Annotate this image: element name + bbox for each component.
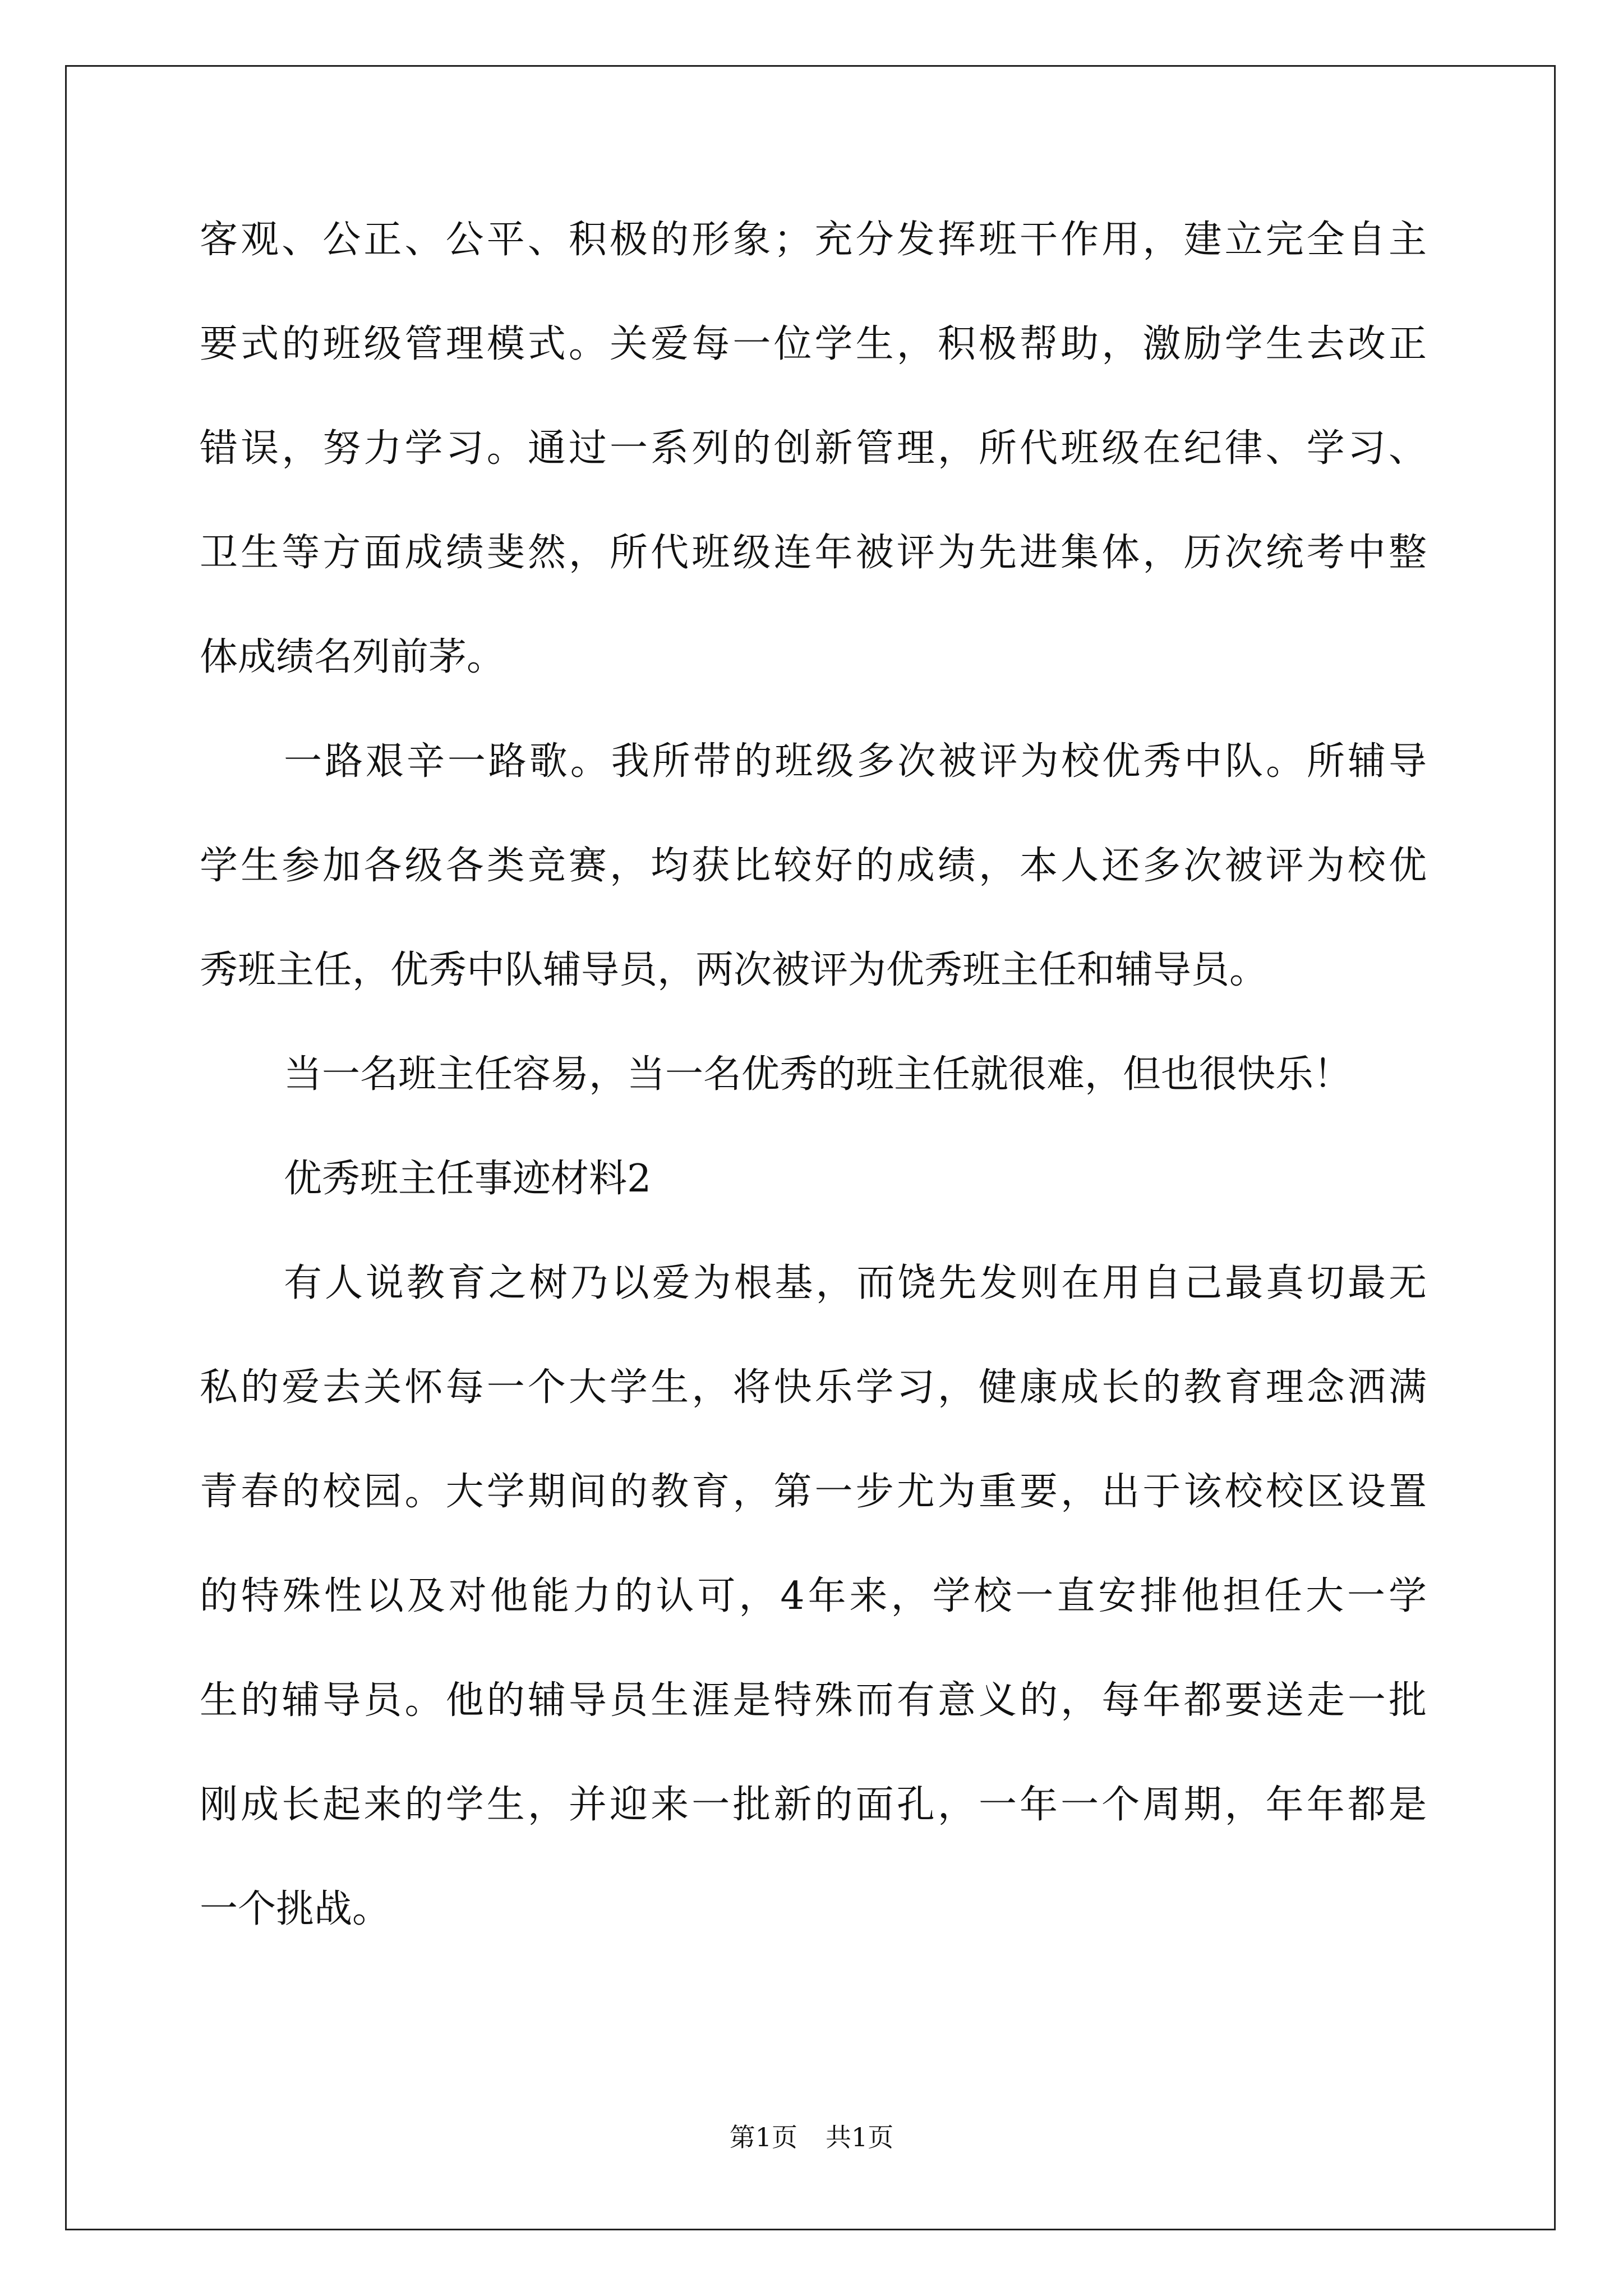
text-line: 学生参加各级各类竞赛，均获比较好的成绩，本人还多次被评为校优 bbox=[200, 844, 1427, 888]
text-line: 刚成长起来的学生，并迎来一批新的面孔，一年一个周期，年年都是 bbox=[200, 1783, 1427, 1827]
text-line: 要式的班级管理模式。关爱每一位学生，积极帮助，激励学生去改正 bbox=[200, 322, 1427, 366]
text-line: 有人说教育之树乃以爱为根基，而饶先发则在用自己最真切最无 bbox=[284, 1261, 1427, 1305]
text-line: 私的爱去关怀每一个大学生，将快乐学习，健康成长的教育理念洒满 bbox=[200, 1365, 1427, 1410]
text-line: 一路艰辛一路歌。我所带的班级多次被评为校优秀中队。所辅导 bbox=[284, 739, 1427, 784]
page-number-current: 第1页 bbox=[729, 2122, 797, 2152]
text-line: 青春的校园。大学期间的教育，第一步尤为重要，出于该校校区设置 bbox=[200, 1470, 1427, 1514]
text-line: 的特殊性以及对他能力的认可，4年来，学校一直安排他担任大一学 bbox=[200, 1574, 1427, 1618]
page-footer bbox=[0, 2120, 1623, 2154]
section-heading: 优秀班主任事迹材料2 bbox=[284, 1157, 652, 1201]
text-line: 生的辅导员。他的辅导员生涯是特殊而有意义的，每年都要送走一批 bbox=[200, 1678, 1427, 1723]
text-line: 客观、公正、公平、积极的形象；充分发挥班干作用，建立完全自主 bbox=[200, 218, 1427, 262]
text-line: 体成绩名列前茅。 bbox=[200, 635, 505, 679]
page-number-total: 共1页 bbox=[826, 2122, 894, 2152]
text-line: 卫生等方面成绩斐然，所代班级连年被评为先进集体，历次统考中整 bbox=[200, 531, 1427, 575]
text-line: 当一名班主任容易，当一名优秀的班主任就很难，但也很快乐！ bbox=[284, 1052, 1352, 1097]
document-body bbox=[200, 206, 1427, 2058]
text-line: 一个挑战。 bbox=[200, 1887, 391, 1931]
text-line: 秀班主任，优秀中队辅导员，两次被评为优秀班主任和辅导员。 bbox=[200, 948, 1268, 992]
text-line: 错误，努力学习。通过一系列的创新管理，所代班级在纪律、学习、 bbox=[200, 426, 1427, 471]
